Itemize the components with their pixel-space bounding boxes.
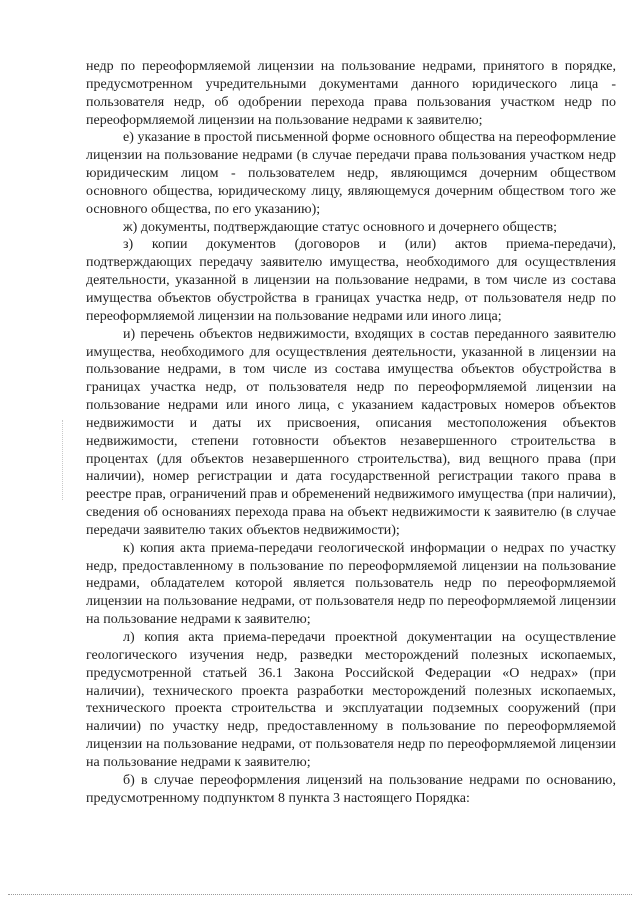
paragraph-item-zh: ж) документы, подтверждающие статус основного и дочернего обществ; — [123, 219, 557, 235]
paragraph-item-l: л) копия акта приема-передачи проектной документации на осуществление геологического изучения недр, разведки месторождений полезных ископаемых, предусмотренной статьей 36.1 Закона Российской Федерации «О недрах» (при наличии), технического проекта разработки месторождений полезных ископаемых, технического проекта строительства и эксплуатации подземных сооружений (при наличии) по участку недр, предоставленному в пользование по переоформляемой лицензии на пользование недрами, от пользователя недр по переоформляемой лицензии на пользование недрами к заявителю; — [86, 630, 616, 770]
paragraph-continuation: недр по переоформляемой лицензии на пользование недрами, принятого в порядке, предусмотренном учредительными документами данного юридического лица - пользователя недр, об одобрении перехода права пользования участком недр по переоформляемой лицензии на пользование недрами к заявителю; — [86, 59, 616, 128]
paragraph-item-e: е) указание в простой письменной форме основного общества на переоформление лицензии на пользование недрами (в случае передачи права пользования участком недр юридическим лицом - пользователем недр, являющимся дочерним обществом основного общества, юридическому лицу, являющемуся дочерним обществом того же основного общества, по его указанию); — [86, 130, 616, 217]
scan-bottom-edge — [8, 894, 632, 895]
scan-margin-mark — [62, 420, 64, 500]
paragraph-item-b: б) в случае переоформления лицензий на пользование недрами по основанию, предусмотренному подпунктом 8 пункта 3 настоящего Порядка: — [86, 772, 616, 806]
paragraph-item-i: и) перечень объектов недвижимости, входящих в состав переданного заявителю имущества, необходимого для осуществления деятельности, указанной в лицензии на пользование недрами, в том числе из состава имущества объектов обустройства в границах участка недр, от пользователя недр по переоформляемой лицензии на пользование недрами или иного лица, с указанием кадастровых номеров объектов недвижимости и даты их присвоения, описания местоположения объектов недвижимости, степени готовности объектов незавершенного строительства в процентах (для объектов незавершенного строительства), вид вещного права (при наличии), номер регистрации и дата государственной регистрации такого права в реестре прав, ограничений прав и обременений недвижимого имущества (при наличии), сведения об основаниях перехода права на объект недвижимости к заявителю (в случае передачи заявителю таких объектов недвижимости); — [86, 326, 616, 538]
document-body — [86, 58, 616, 807]
paragraph-item-k: к) копия акта приема-передачи геологической информации о недрах по участку недр, предоставленному в пользование по переоформляемой лицензии на пользование недрами, обладателем которой является пользователь недр по переоформляемой лицензии на пользование недрами, от пользователя недр по переоформляемой лицензии на пользование недрами к заявителю; — [86, 540, 616, 628]
paragraph-item-z: з) копии документов (договоров и (или) актов приема-передачи), подтверждающих передачу заявителю имущества, необходимого для осуществления деятельности, указанной в лицензии на пользование недрами, в том числе из состава имущества объектов обустройства в границах участка недр, от пользователя недр по переоформляемой лицензии на пользование недрами или иного лица; — [86, 237, 616, 324]
